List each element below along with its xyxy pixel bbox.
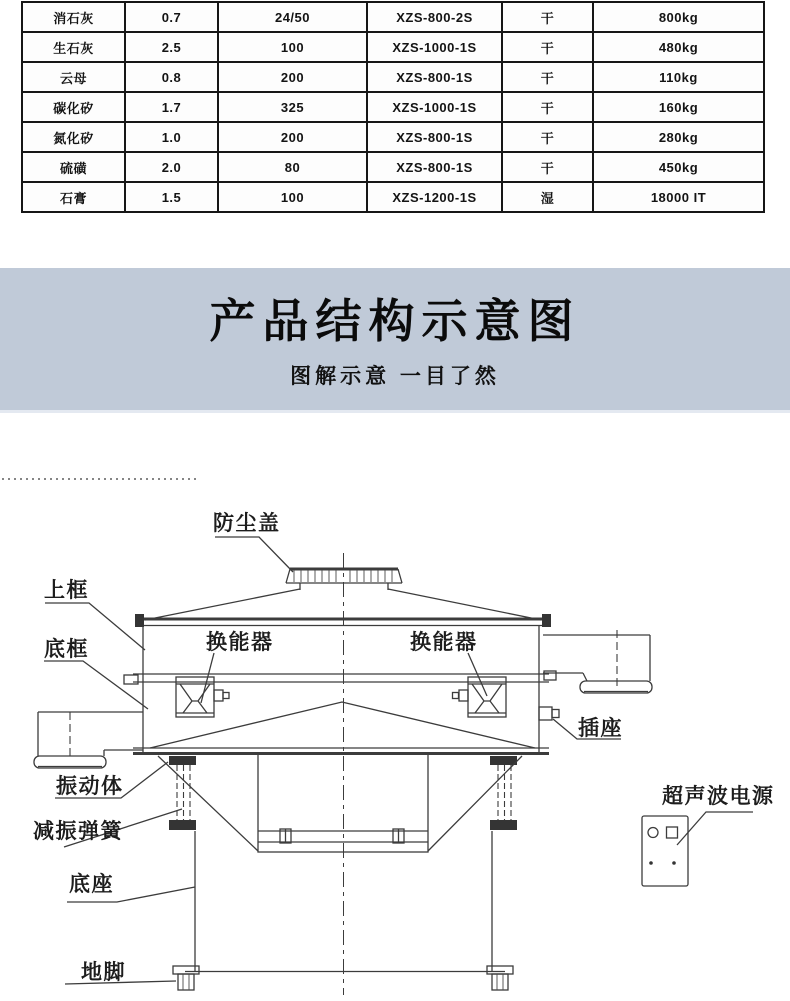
cell-material: 石膏 [22,182,125,212]
funnel-drawing [158,753,522,852]
cell-material: 氮化矽 [22,122,125,152]
cell-capacity: 800kg [593,2,764,32]
cell-material: 生石灰 [22,32,125,62]
label-ultrasonic-power: 超声波电源 [662,785,775,808]
material-cone-drawing [150,702,535,748]
cell-capacity: 450kg [593,152,764,182]
table-row [22,122,764,152]
cell-mesh: 200 [218,62,367,92]
cell-model: XZS-1200-1S [367,182,502,212]
cell-density: 2.5 [125,32,218,62]
label-foot: 地脚 [81,961,126,984]
cell-mode: 干 [502,2,593,32]
cell-density: 0.8 [125,62,218,92]
label-base: 底座 [69,873,114,896]
section-header-banner [0,268,790,410]
table-row [22,182,764,212]
cell-mode: 干 [502,32,593,62]
cell-material: 碳化矽 [22,92,125,122]
cell-capacity: 110kg [593,62,764,92]
cell-density: 2.0 [125,152,218,182]
cell-mesh: 325 [218,92,367,122]
table-row [22,2,764,32]
cell-density: 1.0 [125,122,218,152]
frame-walls-drawing [143,626,539,753]
cell-capacity: 160kg [593,92,764,122]
cell-mesh: 24/50 [218,2,367,32]
table-row [22,92,764,122]
cell-material: 硫磺 [22,152,125,182]
banner-bottom-edge [0,410,790,413]
label-transducer-right: 换能器 [410,631,478,654]
socket-drawing [539,707,559,720]
outlet-right-drawing [543,630,652,693]
outlet-left-drawing [34,712,143,768]
label-socket: 插座 [578,717,623,740]
page-subtitle: 图解示意 一目了然 [290,365,500,388]
cell-model: XZS-800-1S [367,122,502,152]
cell-mode: 干 [502,122,593,152]
cell-material: 云母 [22,62,125,92]
spec-table [21,1,765,213]
leader-lines [44,537,753,984]
cell-capacity: 480kg [593,32,764,62]
cell-mode: 干 [502,92,593,122]
cell-mesh: 200 [218,122,367,152]
label-vibrating-body: 振动体 [56,775,124,798]
cell-model: XZS-1000-1S [367,32,502,62]
cell-density: 1.7 [125,92,218,122]
table-row [22,62,764,92]
cell-capacity: 280kg [593,122,764,152]
cell-mesh: 100 [218,32,367,62]
table-row [22,152,764,182]
cell-mode: 湿 [502,182,593,212]
page-title: 产品结构示意图 [209,295,581,347]
ultrasonic-power-box-drawing [642,816,688,886]
cell-model: XZS-800-1S [367,152,502,182]
table-row [22,32,764,62]
transducer-right-drawing [453,677,507,717]
label-upper-frame: 上框 [44,579,89,602]
label-damping-spring: 减振弹簧 [33,820,123,843]
cell-capacity: 18000 IT [593,182,764,212]
cell-mode: 干 [502,152,593,182]
cell-mode: 干 [502,62,593,92]
label-dust-cover: 防尘盖 [213,512,281,535]
cell-model: XZS-1000-1S [367,92,502,122]
cell-density: 1.5 [125,182,218,212]
cell-density: 0.7 [125,2,218,32]
label-transducer-left: 换能器 [206,631,274,654]
cell-model: XZS-800-1S [367,62,502,92]
label-lower-frame: 底框 [44,638,89,661]
cell-mesh: 100 [218,182,367,212]
cell-material: 消石灰 [22,2,125,32]
cell-model: XZS-800-2S [367,2,502,32]
cell-mesh: 80 [218,152,367,182]
